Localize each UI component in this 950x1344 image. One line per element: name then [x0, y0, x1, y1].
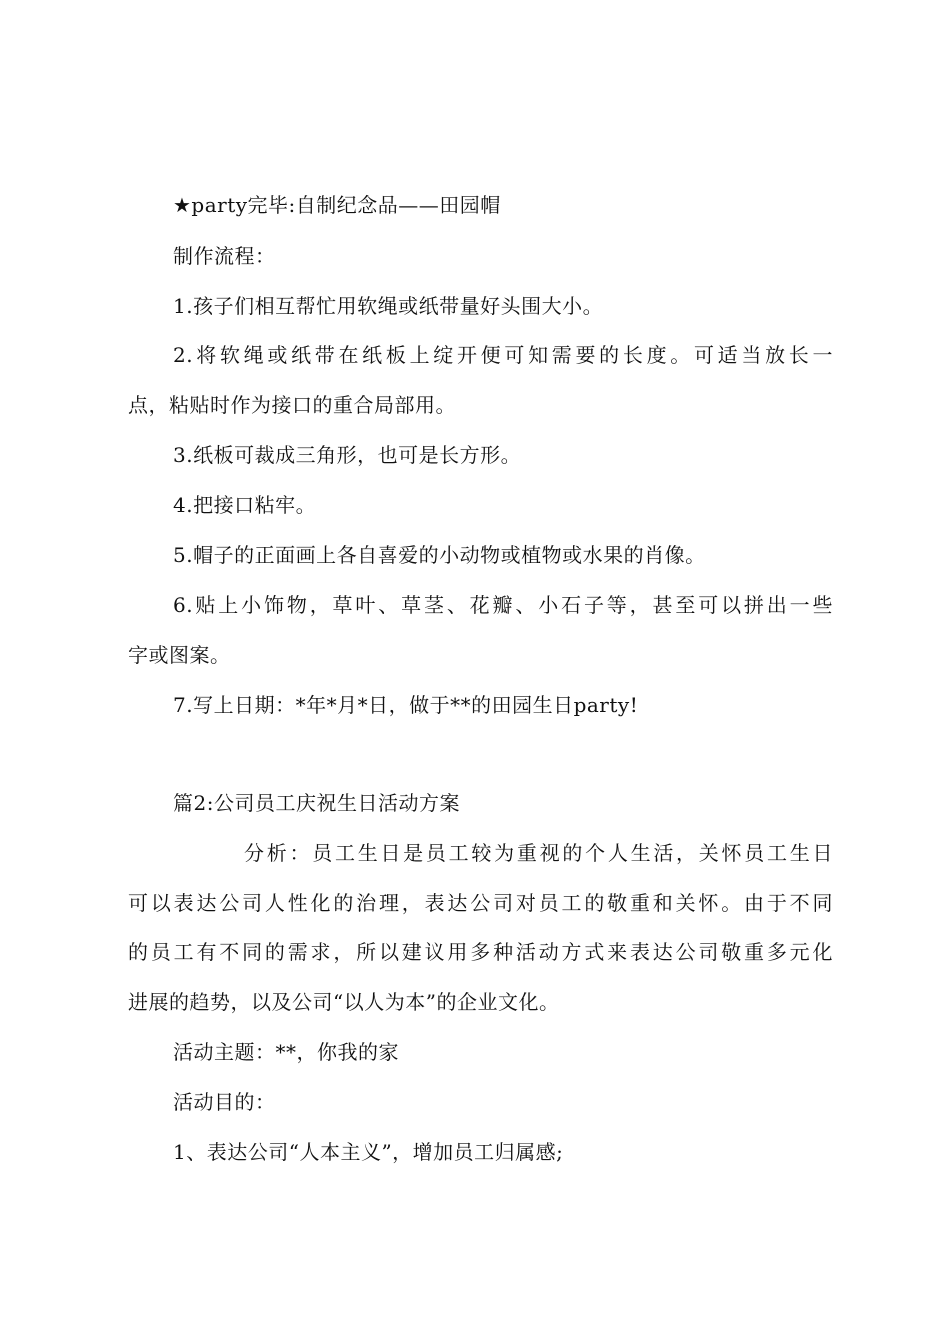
paragraph-process-title: 制作流程： — [173, 244, 276, 268]
analysis-line-4: 进展的趋势，以及公司“以人为本”的企业文化。 — [128, 990, 560, 1014]
section-heading-part-2: 篇2:公司员工庆祝生日活动方案 — [173, 791, 460, 815]
step-2-line-2: 点，粘贴时作为接口的重合局部用。 — [128, 393, 456, 417]
step-6-line-2: 字或图案。 — [128, 643, 231, 667]
step-3: 3.纸板可裁成三角形，也可是长方形。 — [173, 443, 522, 467]
step-1: 1.孩子们相互帮忙用软绳或纸带量好头围大小。 — [173, 294, 604, 318]
activity-purpose-title: 活动目的： — [173, 1090, 276, 1114]
step-5: 5.帽子的正面画上各自喜爱的小动物或植物或水果的肖像。 — [173, 543, 706, 567]
analysis-line-1: 分析：员工生日是员工较为重视的个人生活，关怀员工生日 — [244, 841, 833, 865]
step-4: 4.把接口粘牢。 — [173, 493, 317, 517]
analysis-line-3: 的员工有不同的需求，所以建议用多种活动方式来表达公司敬重多元化 — [128, 940, 833, 964]
analysis-line-2: 可以表达公司人性化的治理，表达公司对员工的敬重和关怀。由于不同 — [128, 891, 833, 915]
activity-purpose-1: 1、表达公司“人本主义”，增加员工归属感; — [173, 1140, 564, 1164]
section-heading-souvenir: ★party完毕:自制纪念品——田园帽 — [173, 193, 501, 217]
step-7: 7.写上日期：*年*月*日，做于**的田园生日party! — [173, 693, 639, 717]
activity-theme: 活动主题：**，你我的家 — [173, 1040, 399, 1064]
step-2-line-1: 2.将软绳或纸带在纸板上绽开便可知需要的长度。可适当放长一 — [173, 343, 833, 367]
step-6-line-1: 6.贴上小饰物，草叶、草茎、花瓣、小石子等，甚至可以拼出一些 — [173, 593, 833, 617]
